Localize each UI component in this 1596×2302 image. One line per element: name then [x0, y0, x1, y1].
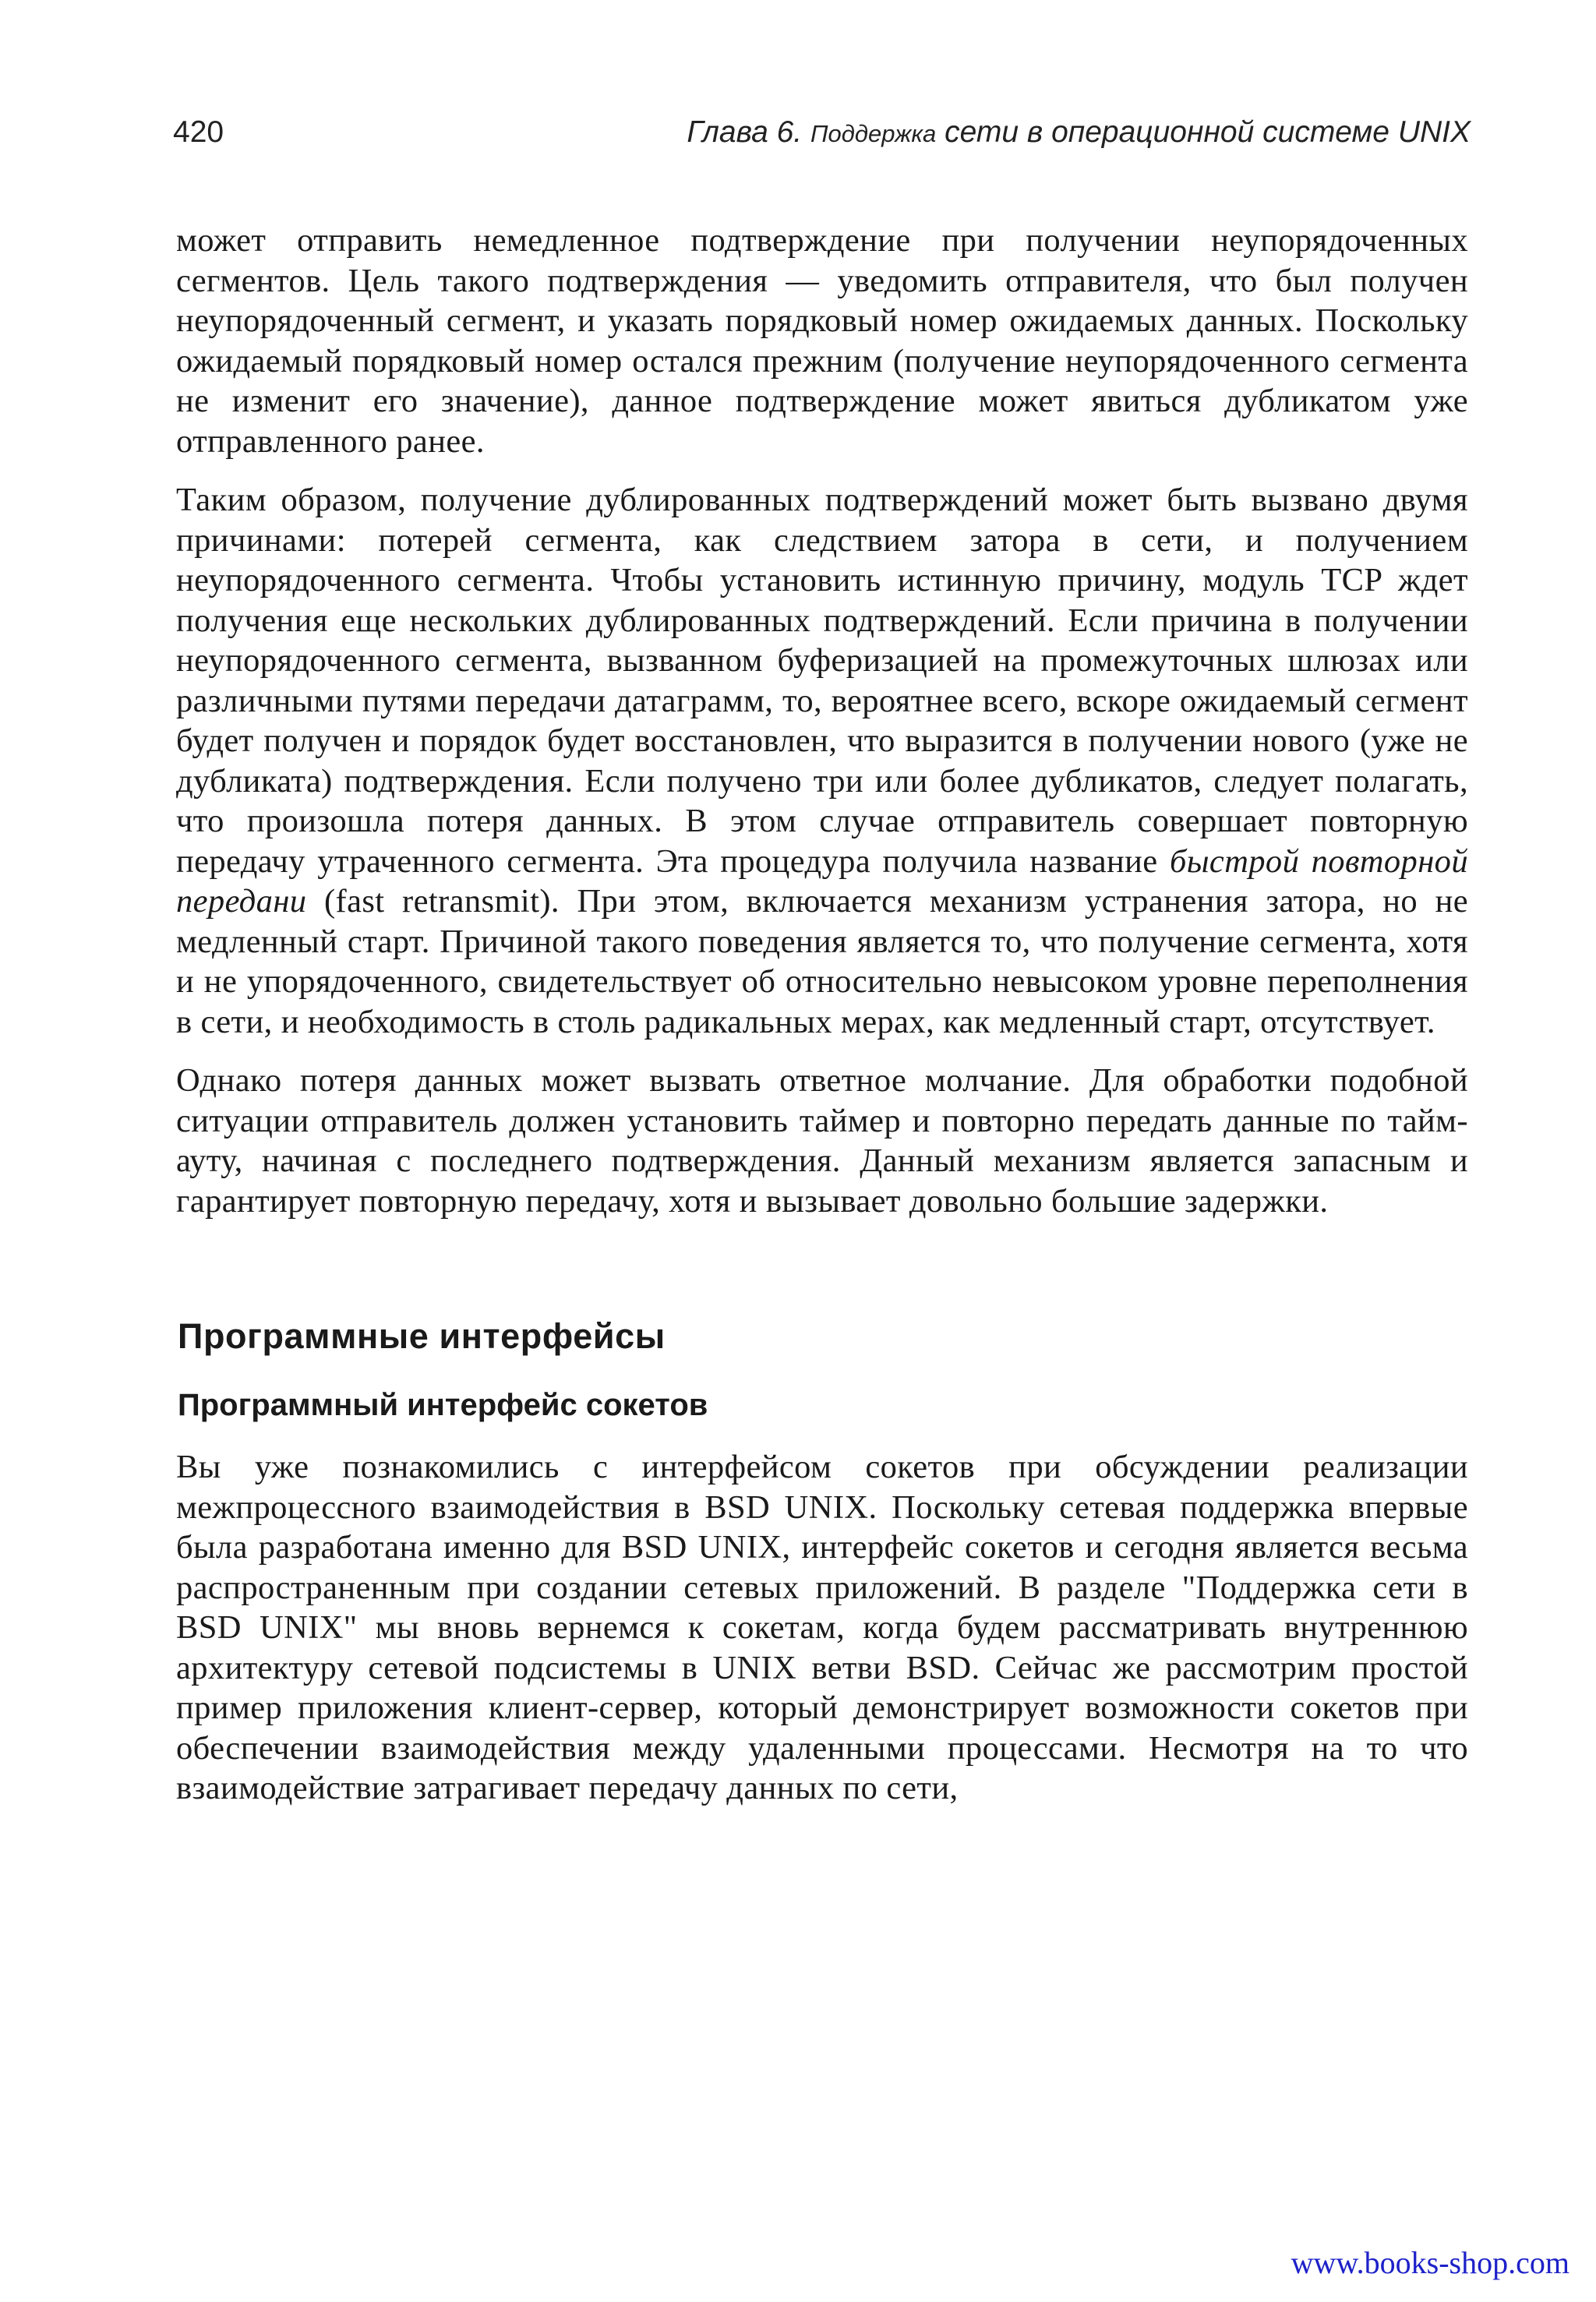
page-content	[176, 221, 1468, 1809]
paragraph-3: Однако потеря данных может вызвать ответное молчание. Для обработки подобной ситуации отправитель должен установить таймер и повторно передать данные по тайм-ауту, начиная с последнего подтверждения. Данный механизм является запасным и гарантирует повторную передачу, хотя и вызывает довольно большие задержки.	[176, 1062, 1468, 1220]
paragraph-2-text-after: (fast retransmit). При этом, включается механизм устранения затора, но не медленный старт. Причиной такого поведения является то, что получение сегмента, хотя и не упорядоченного, свидетельствует об относительно невысоком уровне переполнения в сети, и необходимость в столь радикальных мерах, как медленный старт, отсутствует.	[176, 883, 1468, 1040]
chapter-prefix: Глава 6.	[687, 115, 810, 149]
running-title	[687, 109, 1471, 157]
subsection-heading: Программный интерфейс сокетов	[178, 1388, 708, 1422]
paragraph-2-italic-term: быстрой повторной передани	[176, 842, 1468, 920]
page-number: 420	[173, 115, 224, 149]
paragraph-2-text-before: Таким образом, получение дублированных подтверждений может быть вызвано двумя причинами: потерей сегмента, как следствием затора в сети, и получением неупорядоченного сегмента. Чтобы установить истинную причину, модуль TCP ждет получения еще нескольких дублированных подтверждений. Если причина в получении неупорядоченного сегмента, вызванном буферизацией на промежуточных шлюзах или различными путями передачи датаграмм, то, вероятнее всего, вскоре ожидаемый сегмент будет получен и порядок будет восстановлен, что выразится в получении нового (уже не дубликата) подтверждения. Если получено три или более дубликатов, следует полагать, что произошла потеря данных. В этом случае отправитель совершает повторную передачу утраченного сегмента. Эта процедура получила название	[176, 482, 1468, 880]
footer-website-link[interactable]: www.books-shop.com	[1291, 2245, 1570, 2280]
section-heading: Программные интерфейсы	[178, 1316, 666, 1356]
chapter-rest: сети в операционной системе UNIX	[936, 115, 1471, 149]
page-header	[173, 109, 1471, 156]
paragraph-2	[176, 480, 1468, 1042]
chapter-small-word: Поддержка	[810, 120, 937, 147]
paragraph-1: может отправить немедленное подтверждение при получении неупорядоченных сегментов. Цель такого подтверждения — уведомить отправителя, что был получен неупорядоченный сегмент, и указать порядковый номер ожидаемых данных. Поскольку ожидаемый порядковый номер остался прежним (получение неупорядоченного сегмента не изменит его значение), данное подтверждение может явиться дубликатом уже отправленного ранее.	[176, 222, 1468, 460]
paragraph-4: Вы уже познакомились с интерфейсом сокетов при обсуждении реализации межпроцессного взаимодействия в BSD UNIX. Поскольку сетевая поддержка впервые была разработана именно для BSD UNIX, интерфейс сокетов и сегодня является весьма распространенным при создании сетевых приложений. В разделе "Поддержка сети в BSD UNIX" мы вновь вернемся к сокетам, когда будем рассматривать внутреннюю архитектуру сетевой подсистемы в UNIX ветви BSD. Сейчас же рассмотрим простой пример приложения клиент-сервер, который демонстрирует возможности сокетов при обеспечении взаимодействия между удаленными процессами. Несмотря на то что взаимодействие затрагивает передачу данных по сети,	[176, 1449, 1468, 1806]
